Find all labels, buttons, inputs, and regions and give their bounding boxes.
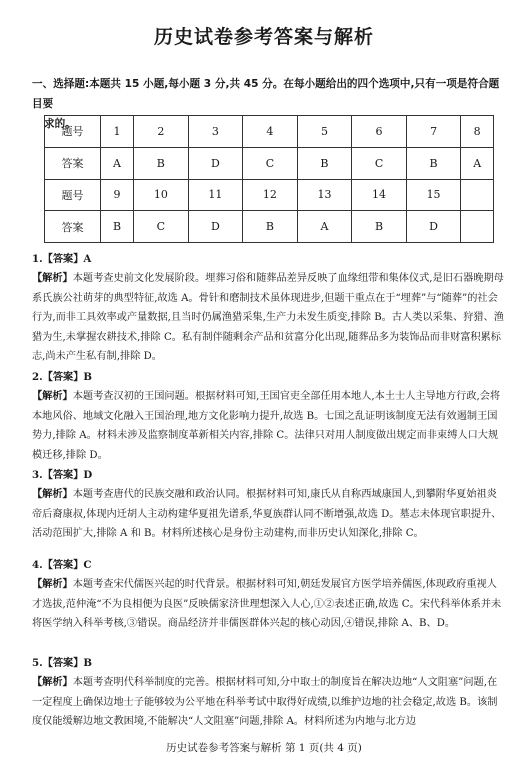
table-row <box>45 211 494 243</box>
table-cell: 8 <box>461 116 494 148</box>
analysis-text <box>32 575 504 633</box>
question-1 <box>32 250 504 366</box>
page-title: 历史试卷参考答案与解析 <box>153 26 374 48</box>
analysis-tag: 【解析】 <box>32 488 73 501</box>
page-footer: 历史试卷参考答案与解析 第 1 页(共 4 页) <box>166 742 362 754</box>
answer-heading: 2.【答案】B <box>32 371 92 383</box>
table-cell: B <box>101 211 134 243</box>
answer-heading: 3.【答案】D <box>32 469 93 481</box>
table-cell <box>461 211 494 243</box>
intro-line-1: 一、选择题:本题共 15 小题,每小题 3 分,共 45 分。在每小题给出的四个选项中,只有一项是符合题目要 <box>32 78 500 110</box>
analysis-text <box>32 485 504 543</box>
table-row <box>45 147 494 179</box>
analysis-body: 本题考查汉初的王国问题。根据材料可知,王国官吏全部任用本地人,本土士人主导地方行政,会将本地风俗、地域文化融入王国治理,地方文化影响力提升,故选 B。七国之乱证明该制度无法有效遏制王国势力,排除 A。材料未涉及监察制度革新相关内容,排除 C。法律只对用人制度做出规定而非束缚人口大规模迁移,排除 D。 <box>32 391 501 461</box>
table-cell: 2 <box>134 116 189 148</box>
analysis-text <box>32 269 504 366</box>
question-4 <box>32 556 504 634</box>
table-cell: 5 <box>297 116 352 148</box>
row-label-answer: 答案 <box>45 147 101 179</box>
analysis-text <box>32 673 504 731</box>
answer-heading: 1.【答案】A <box>32 253 92 265</box>
table-row <box>45 179 494 211</box>
table-cell <box>461 179 494 211</box>
analysis-body: 本题考查唐代的民族交融和政治认同。根据材料可知,康氏从自称西域康国人,到攀附华夏始祖炎帝后裔康叔,体现内迁胡人主动构建华夏祖先谱系,华夏族群认同不断增强,故选 D。墓志未体现官职提升、活动范围扩大,排除 A 和 B。材料所述核心是身份主动建构,而非历史认知深化,排除 C。 <box>32 489 502 540</box>
table-cell: B <box>134 147 189 179</box>
table-cell: 4 <box>243 116 298 148</box>
analysis-body: 本题考查明代科举制度的完善。根据材料可知,分中取士的制度旨在解决边地“人文阻塞”问题,在一定程度上确保边地士子能够较为公平地在科举考试中取得好成绩,以维护边地的社会稳定,故选 B。该制度仅能缓解边地文教困境,不能解决“人文阻塞”问题,排除 A。材料所述为内地与北方边 <box>32 677 498 728</box>
table-cell: C <box>243 147 298 179</box>
question-3 <box>32 466 504 544</box>
table-cell: D <box>406 211 461 243</box>
analysis-tag: 【解析】 <box>32 578 73 591</box>
table-cell: D <box>188 211 243 243</box>
row-label-question: 题号 <box>45 179 101 211</box>
analysis-tag: 【解析】 <box>32 390 73 403</box>
table-cell: 1 <box>101 116 134 148</box>
table-cell: 13 <box>297 179 352 211</box>
analysis-body: 本题考查史前文化发展阶段。埋葬习俗和随葬品差异反映了血缘纽带和集体仪式,是旧石器晚期母系氏族公社萌芽的典型特征,故选 A。骨针和磨制技术虽体现进步,但题干重点在于“埋葬”与“随葬”的社会行为,而非工具效率或产量数据,且当时仍属渔猎采集,生产力未发生质变,排除 B。古人类以采集、狩猎、渔猎为生,未掌握农耕技术,排除 C。私有制伴随剩余产品和贫富分化出现,随葬品多为装饰品而非财富积累标志,尚未产生私有制,排除 D。 <box>32 273 504 363</box>
table-cell: B <box>406 147 461 179</box>
analysis-body: 本题考查宋代儒医兴起的时代背景。根据材料可知,朝廷发展官方医学培养儒医,体现政府重视人才选拔,范仲淹“不为良相便为良医”反映儒家济世理想深入人心,①②表述正确,故选 C。宋代科举体系并未将医学纳入科举考核,③错误。商品经济并非儒医群体兴起的核心动因,④错误,排除 A、B、D。 <box>32 579 502 630</box>
table-cell: A <box>297 211 352 243</box>
table-cell: 12 <box>243 179 298 211</box>
analysis-tag: 【解析】 <box>32 272 73 285</box>
row-label-answer: 答案 <box>45 211 101 243</box>
table-cell: B <box>352 211 407 243</box>
table-cell: B <box>243 211 298 243</box>
table-cell: 11 <box>188 179 243 211</box>
intro-line-2: 求的。 <box>44 118 76 130</box>
table-cell: 10 <box>134 179 189 211</box>
table-cell: 6 <box>352 116 407 148</box>
answer-heading: 5.【答案】B <box>32 657 92 669</box>
table-cell: C <box>134 211 189 243</box>
table-cell: 7 <box>406 116 461 148</box>
table-cell: A <box>101 147 134 179</box>
table-cell: C <box>352 147 407 179</box>
table-cell: A <box>461 147 494 179</box>
table-cell: 14 <box>352 179 407 211</box>
answer-table <box>44 115 494 243</box>
answer-heading: 4.【答案】C <box>32 559 92 571</box>
table-cell: D <box>188 147 243 179</box>
table-cell: 3 <box>188 116 243 148</box>
table-cell: B <box>297 147 352 179</box>
question-5 <box>32 654 504 732</box>
table-cell: 9 <box>101 179 134 211</box>
analysis-text <box>32 387 504 465</box>
question-2 <box>32 368 504 465</box>
table-cell: 15 <box>406 179 461 211</box>
table-row <box>45 116 494 148</box>
analysis-tag: 【解析】 <box>32 676 73 689</box>
row-label-question: 题号 <box>45 116 101 148</box>
